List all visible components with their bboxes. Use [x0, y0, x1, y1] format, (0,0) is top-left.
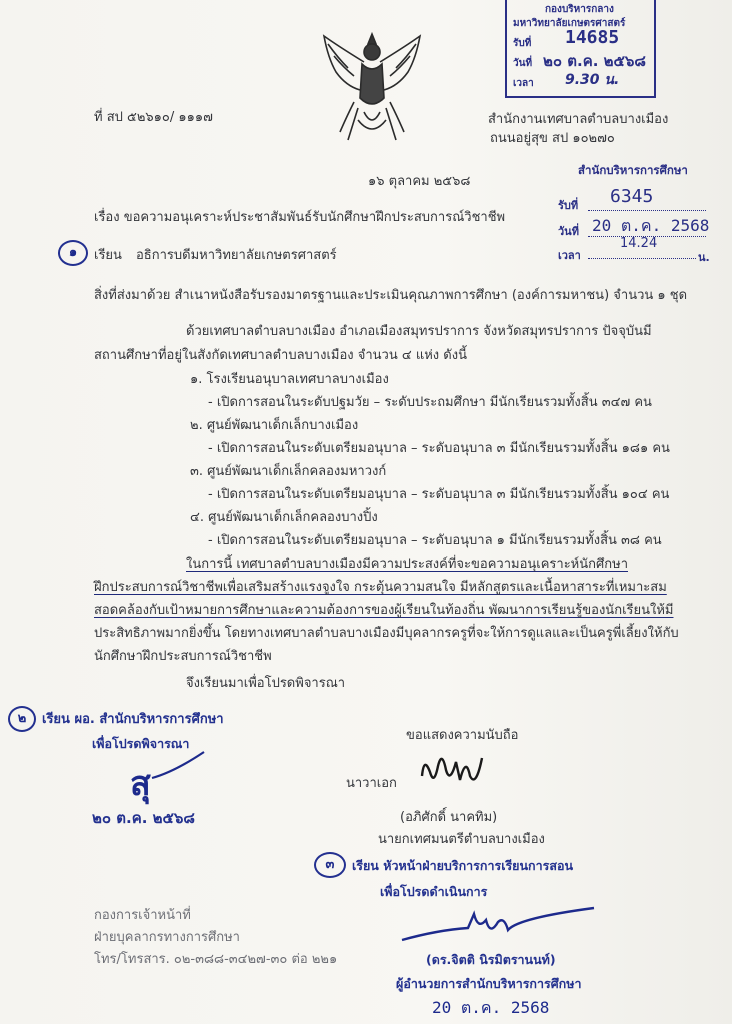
footer-dept: กองการเจ้าหน้าที่: [94, 908, 191, 923]
stamp2-title: สำนักบริหารการศึกษา: [578, 163, 688, 177]
signer-name: (อภิศักดิ์ นาคทิม): [400, 810, 498, 825]
footer-phone: โทร/โทรสาร. ๐๒-๓๘๘-๓๔๒๗-๓๐ ต่อ ๒๒๑: [94, 952, 338, 967]
signer-title: นายกเทศมนตรีตำบลบางเมือง: [378, 832, 545, 847]
intro-line-1: ด้วยเทศบาลตำบลบางเมือง อำเภอเมืองสมุทรปราการ จังหวัดสมุทรปราการ ปัจจุบันมี: [186, 324, 652, 339]
intro-line-2: สถานศึกษาที่อยู่ในสังกัดเทศบาลตำบลบางเมือง จำนวน ๔ แห่ง ดังนี้: [94, 348, 467, 363]
annotation3-date: 20 ต.ค. 2568: [432, 998, 550, 1017]
stamp-line2: มหาวิทยาลัยเกษตรศาสตร์: [513, 18, 626, 29]
stamp-line1: กองบริหารกลาง: [545, 4, 614, 15]
stamp-date-label: วันที่: [513, 58, 533, 69]
stamp2-time-value: 14.24: [620, 236, 658, 251]
annotation2-line-2: เพื่อโปรดพิจารณา: [92, 736, 190, 751]
stamp2-date-label: วันที่: [558, 225, 579, 238]
annotation3-line-1: เรียน หัวหน้าฝ่ายบริการการเรียนการสอน: [352, 858, 574, 873]
attachment-line: สิ่งที่ส่งมาด้วย สำเนาหนังสือรับรองมาตรฐานและประเมินคุณภาพการศึกษา (องค์การมหาชน) จำนวน ๑ ชุด: [94, 288, 688, 303]
garuda-emblem-icon: [318, 28, 426, 144]
stamp2-time-label: เวลา: [558, 249, 581, 262]
stamp2-received-no: 6345: [610, 186, 654, 207]
stamp-received-no: 14685: [565, 27, 620, 48]
stamp2-dotline-3: [588, 258, 696, 259]
annotation2-stroke: [148, 748, 208, 788]
stamp2-time-unit: น.: [698, 251, 710, 264]
received-stamp-central: [505, 0, 656, 98]
stamp2-dotline-1: [588, 210, 706, 211]
to-label: เรียน: [94, 248, 122, 263]
annotation3-line-2: เพื่อโปรดดำเนินการ: [380, 884, 488, 899]
signature-mayor: [416, 736, 488, 792]
subject-line: เรื่อง ขอความอนุเคราะห์ประชาสัมพันธ์รับนักศึกษาฝึกประสบการณ์วิชาชีพ: [94, 210, 506, 225]
annotation-circle-3: ๓: [314, 852, 346, 878]
sender-office: สำนักงานเทศบาลตำบลบางเมือง: [488, 112, 669, 127]
annotation3-name: (ดร.จิตติ นิรมิตรานนท์): [426, 952, 556, 967]
stamp2-received-label: รับที่: [558, 199, 579, 212]
letter-date: ๑๖ ตุลาคม ๒๕๖๘: [368, 174, 471, 189]
addressee: อธิการบดีมหาวิทยาลัยเกษตรศาสตร์: [136, 248, 337, 263]
annotation3-title: ผู้อำนวยการสำนักบริหารการศึกษา: [396, 976, 582, 991]
footer-unit: ฝ่ายบุคลากรทางการศึกษา: [94, 930, 240, 945]
item-1-detail: - เปิดการสอนในระดับปฐมวัย – ระดับประถมศึกษา มีนักเรียนรวมทั้งสิ้น ๓๔๗ คน: [208, 395, 652, 410]
annotation-circle-1: ๑: [58, 240, 88, 266]
para2-line-1: ในการนี้ เทศบาลตำบลบางเมืองมีความประสงค์ที่จะขอความอนุเคราะห์นักศึกษา: [186, 557, 628, 572]
regards-line: ขอแสดงความนับถือ: [406, 728, 519, 743]
item-3-title: ๓. ศูนย์พัฒนาเด็กเล็กคลองมหาวงก์: [190, 464, 387, 479]
signer-rank: นาวาเอก: [346, 776, 397, 791]
annotation2-date: ๒๐ ต.ค. ๒๕๖๘: [92, 809, 195, 827]
para2-line-5: นักศึกษาฝึกประสบการณ์วิชาชีพ: [94, 649, 272, 664]
sender-address: ถนนอยู่สุข สป ๑๐๒๗๐: [490, 131, 615, 146]
item-4-detail: - เปิดการสอนในระดับเตรียมอนุบาล – ระดับอนุบาล ๑ มีนักเรียนรวมทั้งสิ้น ๓๘ คน: [208, 533, 662, 548]
item-4-title: ๔. ศูนย์พัฒนาเด็กเล็กคลองบางปิ้ง: [190, 510, 378, 525]
item-1-title: ๑. โรงเรียนอนุบาลเทศบาลบางเมือง: [190, 372, 389, 387]
item-3-detail: - เปิดการสอนในระดับเตรียมอนุบาล – ระดับอนุบาล ๓ มีนักเรียนรวมทั้งสิ้น ๑๐๔ คน: [208, 487, 670, 502]
item-2-detail: - เปิดการสอนในระดับเตรียมอนุบาล – ระดับอนุบาล ๓ มีนักเรียนรวมทั้งสิ้น ๑๘๑ คน: [208, 441, 670, 456]
para2-line-4: ประสิทธิภาพมากยิ่งขึ้น โดยทางเทศบาลตำบลบางเมืองมีบุคลากรครูที่จะให้การดูแลและเป็นครูพี่เลี้ยงให้กับ: [94, 626, 679, 641]
item-2-title: ๒. ศูนย์พัฒนาเด็กเล็กบางเมือง: [190, 418, 359, 433]
para2-line-2: ฝึกประสบการณ์วิชาชีพเพื่อเสริมสร้างแรงจูงใจ กระตุ้นความสนใจ มีหลักสูตรและเนื้อหาสาระที่เหมาะสม: [94, 580, 667, 595]
closing-line: จึงเรียนมาเพื่อโปรดพิจารณา: [186, 676, 346, 691]
annotation-circle-2: ๒: [8, 706, 36, 732]
stamp2-date-value: 20 ต.ค. 2568: [592, 216, 710, 235]
stamp-time-label: เวลา: [513, 78, 534, 89]
reference-number: ที่ สป ๕๒๖๑๐/ ๑๑๑๗: [94, 110, 213, 125]
annotation2-initial: สุ: [130, 764, 151, 804]
stamp-received-label: รับที่: [513, 38, 532, 49]
stamp-time-value: 9.30 น.: [565, 72, 620, 88]
signature-director: [398, 900, 598, 950]
stamp-date-value: ๒๐ ต.ค. ๒๕๖๘: [543, 52, 646, 70]
annotation2-line-1: เรียน ผอ. สำนักบริหารการศึกษา: [42, 712, 224, 727]
para2-line-3: สอดคล้องกับเป้าหมายการศึกษาและความต้องการของผู้เรียนในท้องถิ่น พัฒนาการเรียนรู้ของนักเรียนให้มี: [94, 603, 674, 618]
